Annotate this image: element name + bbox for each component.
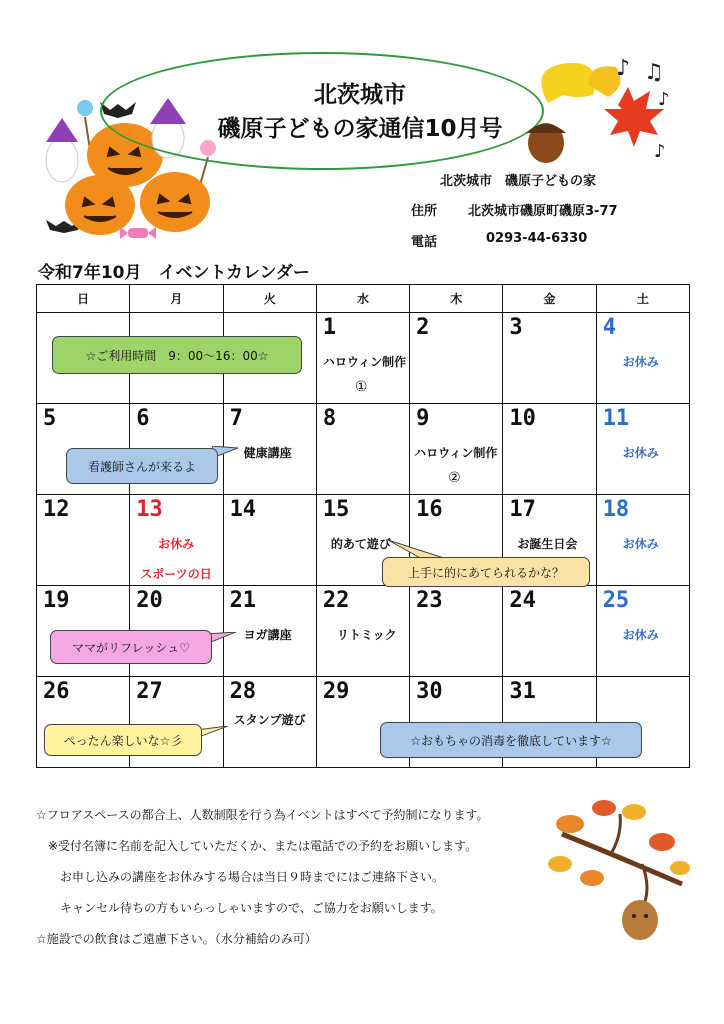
address-value: 北茨城市磯原町磯原3-77 — [468, 204, 618, 219]
leaf-icon — [592, 800, 616, 816]
hours-bubble: ☆ご利用時間 9：00～16：00☆ — [52, 336, 302, 374]
weekday-sun: 日 — [37, 285, 130, 313]
day-cell — [223, 495, 316, 586]
day-number: 13 — [136, 497, 163, 522]
leaf-icon — [556, 815, 584, 833]
day-cell — [223, 586, 316, 677]
day-cell — [503, 586, 596, 677]
day-number: 15 — [322, 497, 350, 522]
candy-icon — [128, 228, 148, 238]
day-cell — [223, 677, 316, 768]
music-note-icon: ♪ — [616, 56, 631, 81]
weekday-tue: 火 — [223, 285, 316, 313]
music-note-icon: ♫ — [644, 60, 664, 85]
day-cell — [596, 586, 689, 677]
event-label: ハロウィン制作 — [322, 355, 407, 369]
day-number: 19 — [43, 588, 70, 613]
event-label: お休み — [622, 355, 659, 369]
day-number: 17 — [509, 497, 536, 522]
event-label: お休み — [158, 537, 195, 551]
day-cell — [596, 495, 689, 586]
target-bubble: 上手に的にあてられるかな？ — [382, 557, 590, 587]
event-label: 的あて遊び — [330, 537, 391, 551]
event-label: ハロウィン制作 — [414, 446, 498, 460]
day-number: 12 — [43, 497, 70, 522]
day-number: 20 — [136, 588, 163, 613]
event-label: ② — [448, 470, 461, 486]
day-number: 7 — [229, 406, 243, 431]
ghost-icon — [46, 138, 78, 182]
note-line: ☆施設での飲食はご遠慮下さい。（水分補給のみ可） — [36, 932, 317, 946]
day-number: 16 — [416, 497, 443, 522]
leaf-icon — [580, 870, 604, 886]
pumpkin-icon — [65, 175, 135, 235]
leaf-icon — [622, 804, 646, 820]
page-title-line1: 北茨城市 — [314, 82, 406, 108]
pumpkin-icon — [140, 172, 210, 232]
weekday-thu: 木 — [410, 285, 503, 313]
day-number: 28 — [229, 679, 257, 704]
witch-hat-icon — [46, 118, 78, 142]
day-cell — [410, 404, 503, 495]
weekday-mon: 月 — [130, 285, 223, 313]
event-label: お休み — [622, 628, 659, 642]
event-label: ヨガ講座 — [243, 628, 292, 642]
day-cell — [316, 586, 409, 677]
event-label: リトミック — [336, 628, 397, 642]
page-title-line2: 磯原子どもの家通信10月号 — [217, 116, 503, 142]
day-cell — [503, 404, 596, 495]
stamp-bubble: ぺったん楽しいな☆彡 — [44, 724, 202, 756]
day-cell — [596, 404, 689, 495]
day-number: 9 — [416, 406, 430, 431]
event-label: スタンプ遊び — [233, 713, 306, 727]
day-number: 21 — [229, 588, 257, 613]
calendar-week — [37, 495, 690, 586]
nurse-bubble: 看護師さんが来るよ — [66, 448, 218, 484]
event-label: お誕生日会 — [517, 537, 578, 551]
note-line: キャンセル待ちの方もいらっしゃいますので、ご協力をお願いします。 — [36, 901, 443, 915]
event-label: お休み — [622, 537, 659, 551]
note-line: ※受付名簿に名前を記入していただくか、または電話での予約をお願いします。 — [36, 839, 478, 853]
day-number: 22 — [322, 588, 350, 613]
day-number: 26 — [43, 679, 70, 704]
maple-leaf-icon — [604, 87, 664, 147]
day-cell — [410, 313, 503, 404]
notes — [36, 800, 488, 955]
day-cell — [316, 404, 409, 495]
pinecone-icon — [622, 900, 658, 940]
day-number: 18 — [602, 497, 630, 522]
day-number: 2 — [416, 315, 430, 340]
autumn-branch-illustration — [542, 794, 692, 944]
autumn-illustration — [508, 55, 708, 170]
day-number: 23 — [416, 588, 443, 613]
day-number: 24 — [509, 588, 536, 613]
leaf-icon — [649, 833, 675, 851]
day-number: 8 — [322, 406, 337, 431]
event-label: ① — [354, 379, 368, 395]
phone-label: 電話 — [411, 235, 438, 250]
day-number: 10 — [509, 406, 536, 431]
lollipop-icon — [76, 99, 94, 117]
leaf-icon — [548, 856, 572, 872]
day-number: 11 — [602, 406, 630, 431]
day-number: 31 — [509, 679, 536, 704]
weekday-sat: 土 — [596, 285, 689, 313]
day-cell — [37, 495, 130, 586]
event-label: お休み — [622, 446, 659, 460]
music-note-icon: ♪ — [654, 141, 666, 162]
day-number: 25 — [602, 588, 630, 613]
day-cell — [596, 313, 689, 404]
ginkgo-leaf-icon — [541, 63, 595, 103]
day-number: 27 — [136, 679, 163, 704]
day-number: 4 — [602, 315, 616, 340]
day-number: 5 — [43, 406, 57, 431]
event-label: スポーツの日 — [140, 567, 212, 581]
day-number: 30 — [416, 679, 443, 704]
day-number: 1 — [322, 315, 337, 340]
calendar-title: 令和7年10月 イベントカレンダー — [38, 263, 310, 283]
toys-bubble: ☆おもちゃの消毒を徹底しています☆ — [380, 722, 642, 758]
event-label: 健康講座 — [243, 446, 292, 460]
day-cell — [130, 495, 223, 586]
day-number: 3 — [509, 315, 523, 340]
day-number: 29 — [322, 679, 350, 704]
day-cell — [316, 313, 409, 404]
note-line: お申し込みの講座をお休みする場合は当日９時までにはご連絡下さい。 — [36, 870, 445, 884]
leaf-icon — [670, 861, 690, 875]
day-cell — [503, 313, 596, 404]
day-number: 6 — [136, 406, 150, 431]
org-name: 北茨城市 磯原子どもの家 — [440, 174, 597, 189]
mama-bubble: ママがリフレッシュ♡ — [50, 630, 212, 664]
note-line: ☆フロアスペースの都合上、人数制限を行う為イベントはすべて予約制になります。 — [36, 808, 489, 822]
music-note-icon: ♪ — [658, 89, 670, 110]
address-label: 住所 — [411, 204, 438, 219]
day-cell — [410, 586, 503, 677]
weekday-wed: 水 — [316, 285, 409, 313]
weekday-fri: 金 — [503, 285, 596, 313]
day-number: 14 — [229, 497, 257, 522]
phone-value: 0293-44-6330 — [486, 231, 588, 246]
